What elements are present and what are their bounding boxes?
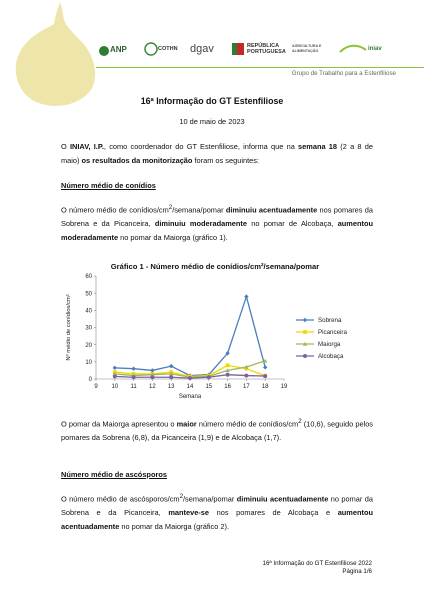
data-point-sobrena: [263, 365, 267, 369]
footer-page-number: Página 1/6: [342, 568, 372, 575]
conidios-line-chart: [60, 272, 372, 406]
group-title: Grupo de Trabalho para a Estenfiliose: [291, 70, 396, 77]
ascosporos-paragraph: O número médio de ascósporos/$cm^2/semana$/pomar diminuiu acentuadamente no pomar da Sobrena e da Picanceira, manteve-se nos pomares de Alcobaça e aumentou acentuadamente no pomar da Maiorga (gráfico 2).: [61, 493, 373, 532]
data-point-alcobaça: [169, 375, 173, 379]
flag-icon: [232, 43, 244, 55]
anp-pear-icon: [98, 42, 110, 56]
data-point-sobrena: [244, 294, 248, 298]
x-tick-label: 9: [94, 384, 98, 390]
y-tick-label: 20: [85, 342, 92, 349]
legend-marker-alcobaça: [303, 354, 307, 358]
data-point-alcobaça: [226, 373, 230, 377]
x-tick-label: 11: [130, 384, 137, 390]
y-tick-label: 0: [88, 377, 92, 384]
conidios-summary-paragraph: O pomar da Maiorga apresentou o maior número médio de conídios/$cm^2$ (10,6), seguido pelos pomares da Sobrena (6,8), da Picanceira (1,9) e de Alcobaça (1,7).: [61, 418, 374, 443]
legend-label-alcobaça: Alcobaça: [318, 353, 344, 361]
x-tick-label: 13: [167, 384, 175, 390]
data-point-alcobaça: [150, 375, 154, 379]
legend-marker-sobrena: [303, 318, 307, 322]
chart-title: Gráfico 1 - Número médio de conídios/cm²/semana/pomar: [110, 262, 320, 271]
agricultura-logo: AGRICULTURA E ALIMENTAÇÃO: [292, 44, 322, 53]
cothn-icon: [144, 42, 158, 56]
dgav-logo: dgav: [190, 43, 214, 55]
data-point-alcobaça: [188, 376, 192, 380]
x-tick-label: 12: [149, 384, 156, 390]
header-divider: [96, 67, 424, 68]
document-date: 10 de maio de 2023: [179, 117, 245, 126]
data-point-sobrena: [131, 367, 135, 371]
x-axis-label: Semana: [178, 394, 202, 400]
y-tick-label: 30: [85, 325, 92, 332]
x-tick-label: 14: [186, 384, 194, 390]
y-tick-label: 60: [85, 274, 92, 281]
legend-label-picanceira: Picanceira: [318, 329, 347, 337]
data-point-alcobaça: [132, 375, 136, 379]
legend-marker-picanceira: [303, 330, 307, 334]
footer-title: 16ª Informação do GT Estenfiliose 2022: [262, 560, 372, 567]
data-point-sobrena: [113, 366, 117, 370]
data-point-alcobaça: [113, 374, 117, 378]
legend-label-sobrena: Sobrena: [318, 317, 342, 325]
cothn-logo: COTHN: [144, 36, 178, 62]
section-heading-conidios: Número médio de conídios: [61, 181, 156, 190]
y-tick-label: 50: [85, 291, 92, 298]
conidios-paragraph: O número médio de conídios/$cm^2/semana$/pomar diminuiu acentuadamente nos pomares da Sobrena e da Picanceira, diminuiu moderadamente no pomar de Alcobaça, aumentou moderadamente no pomar da Maiorga (gráfico 1).: [61, 204, 373, 243]
section-heading-ascosporos: Número médio de ascósporos: [61, 470, 167, 479]
x-tick-label: 18: [261, 384, 269, 390]
iniav-logo: iniav: [338, 36, 382, 62]
y-tick-label: 40: [85, 308, 92, 315]
republica-logo: REPÚBLICA PORTUGUESA: [232, 36, 291, 62]
y-axis-label: Nº médio de conídios/cm²: [66, 294, 72, 361]
iniav-swoosh-icon: [338, 42, 368, 56]
x-tick-label: 17: [243, 384, 250, 390]
data-point-alcobaça: [244, 374, 248, 378]
intro-paragraph: O INIAV, I.P., como coordenador do GT Estenfiliose, informa que na semana 18 (2 a 8 de maio) os resultados da monitorização foram os seguintes:: [61, 142, 373, 165]
x-tick-label: 16: [224, 384, 231, 390]
anp-logo: ANP: [98, 36, 127, 62]
data-point-alcobaça: [263, 374, 267, 378]
data-point-alcobaça: [207, 375, 211, 379]
document-title: 16ª Informação do GT Estenfiliose: [140, 96, 284, 106]
legend-label-maiorga: Maiorga: [318, 341, 341, 349]
data-point-picanceira: [226, 363, 230, 367]
x-tick-label: 15: [205, 384, 213, 390]
data-point-sobrena: [169, 364, 173, 368]
series-line-sobrena: [115, 297, 265, 376]
x-tick-label: 10: [111, 384, 119, 390]
x-tick-label: 19: [280, 384, 288, 390]
data-point-sobrena: [150, 368, 154, 372]
y-tick-label: 10: [85, 360, 92, 367]
